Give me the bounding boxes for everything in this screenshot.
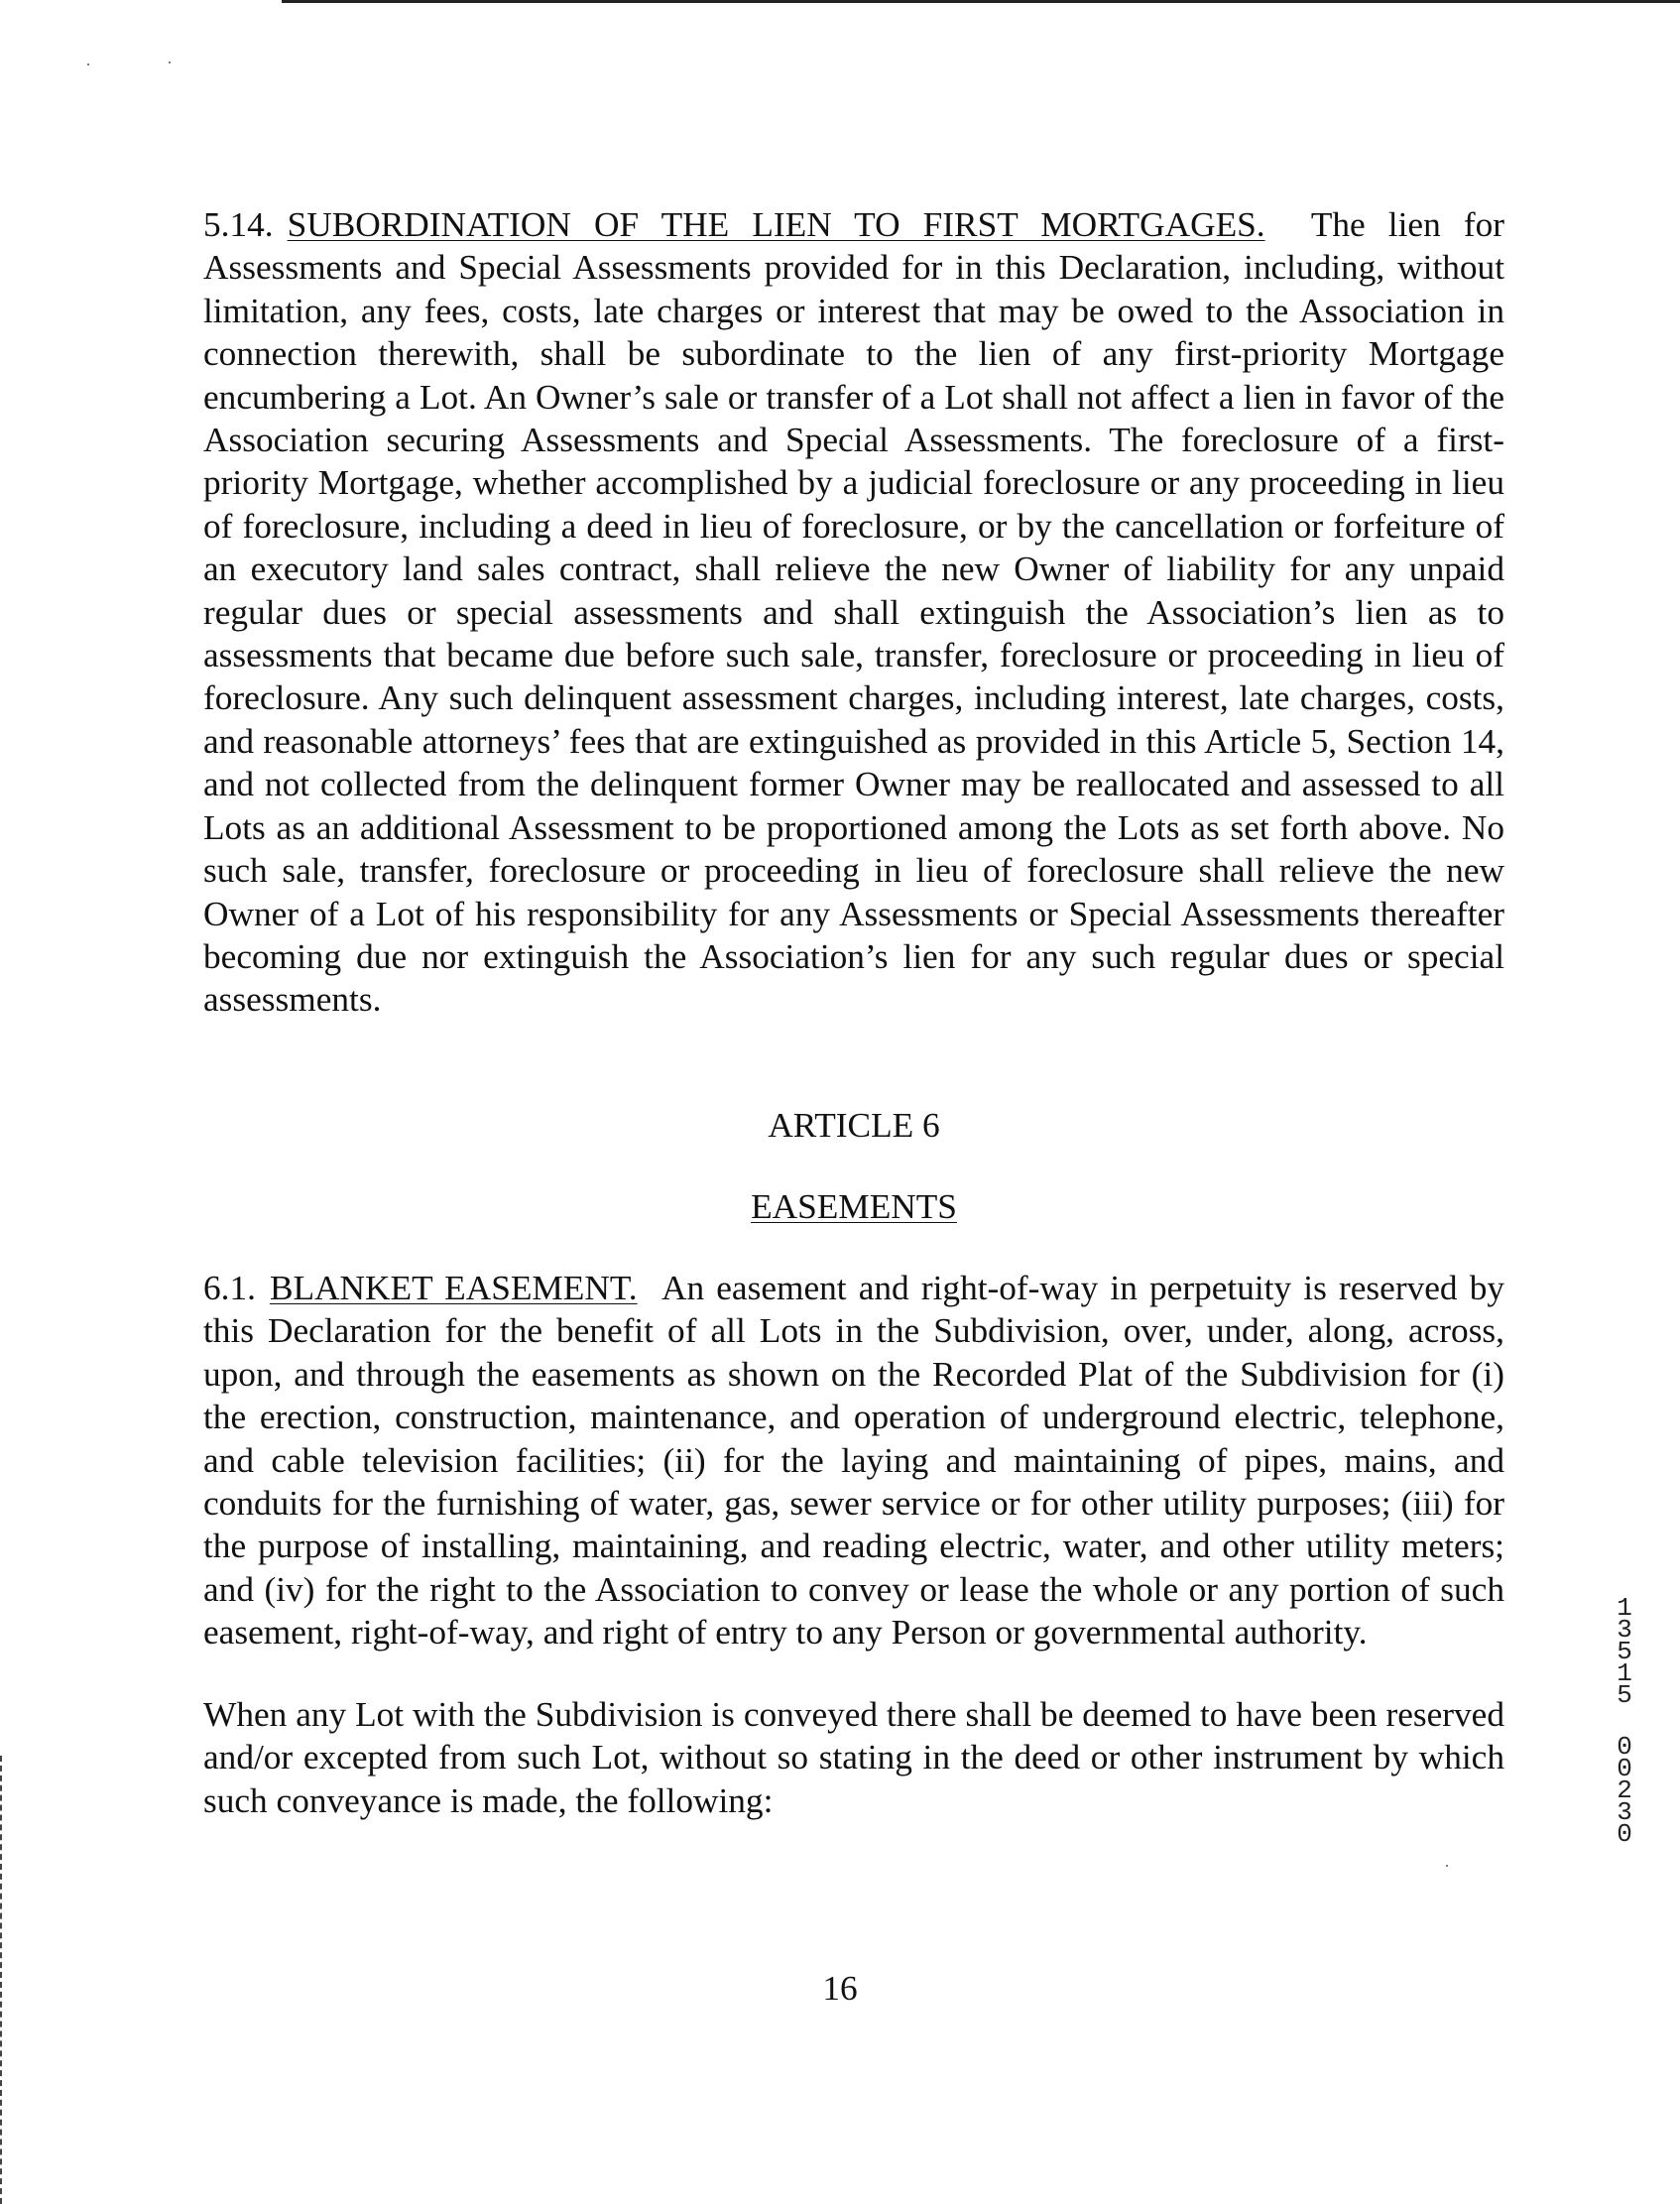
conveyance-paragraph: When any Lot with the Subdivision is conveyed there shall be deemed to have been reserved and/or excepted from such Lot, without so stating in the deed or other instrument by which such conveyance is made, the following: (203, 1695, 1504, 1820)
top-border-line (282, 0, 1680, 3)
article-label: ARTICLE 6 (768, 1106, 940, 1145)
recording-stamp (1607, 1593, 1642, 1849)
stamp-page-number: 00230 (1617, 1732, 1632, 1849)
section-body: The lien for Assessments and Special Assessments provided for in this Declaration, including, without limitation, any fees, costs, late charges or interest that may be owed to the Association in connection therewith, shall be subordinate to the lien of any first-priority Mortgage encumbering a Lot. An Owner’s sale or transfer of a Lot shall not affect a lien in favor of the Association securing Assessments and Special Assessments. The foreclosure of a first-priority Mortgage, whether accomplished by a judicial foreclosure or any proceeding in lieu of foreclosure, including a deed in lieu of foreclosure, or by the cancellation or forfeiture of an executory land sales contract, shall relieve the new Owner of liability for any unpaid regular dues or special assessments and shall extinguish the Association’s lien as to assessments that became due before such sale, transfer, foreclosure or proceeding in lieu of foreclosure. Any such delinquent assessment charges, including interest, late charges, costs, and reasonable attorneys’ fees that are extinguished as provided in this Article 5, Section 14, and not collected from the delinquent former Owner may be reallocated and assessed to all Lots as an additional Assessment to be proportioned among the Lots as set forth above. No such sale, transfer, foreclosure or proceeding in lieu of foreclosure shall relieve the new Owner of a Lot of his responsibility for any Assessments or Special Assessments thereafter becoming due nor extinguish the Association’s lien for any such regular dues or special assessments. (203, 205, 1505, 1020)
scan-speck (1446, 1865, 1448, 1867)
section-title: SUBORDINATION OF THE LIEN TO FIRST MORTGAGES. (287, 205, 1265, 244)
section-body: An easement and right-of-way in perpetuity is reserved by this Declaration for the benefit of all Lots in the Subdivision, over, under, along, across, upon, and through the easements as shown on the Recorded Plat of the Subdivision for (i) the erection, construction, maintenance, and operation of underground electric, telephone, and cable television facilities; (ii) for the laying and maintaining of pipes, mains, and conduits for the furnishing of water, gas, sewer service or for other utility purposes; (iii) for the purpose of installing, maintaining, and reading electric, water, and other utility meters; and (iv) for the right to the Association to convey or lease the whole or any portion of such easement, right-of-way, and right of entry to any Person or governmental authority. (203, 1269, 1504, 1653)
section-title: BLANKET EASEMENT. (269, 1269, 638, 1307)
stamp-book-number: 13515 (1617, 1593, 1632, 1710)
section-number: 5.14. (203, 205, 274, 244)
section-6-1 (203, 1267, 1504, 1654)
scan-speck (87, 63, 89, 65)
scan-speck (169, 61, 171, 63)
page-number: 16 (822, 1969, 858, 2008)
article-title (203, 1185, 1504, 1228)
section-number: 6.1. (203, 1269, 256, 1307)
section-5-14 (203, 203, 1504, 1022)
article-title-text: EASEMENTS (751, 1187, 957, 1226)
